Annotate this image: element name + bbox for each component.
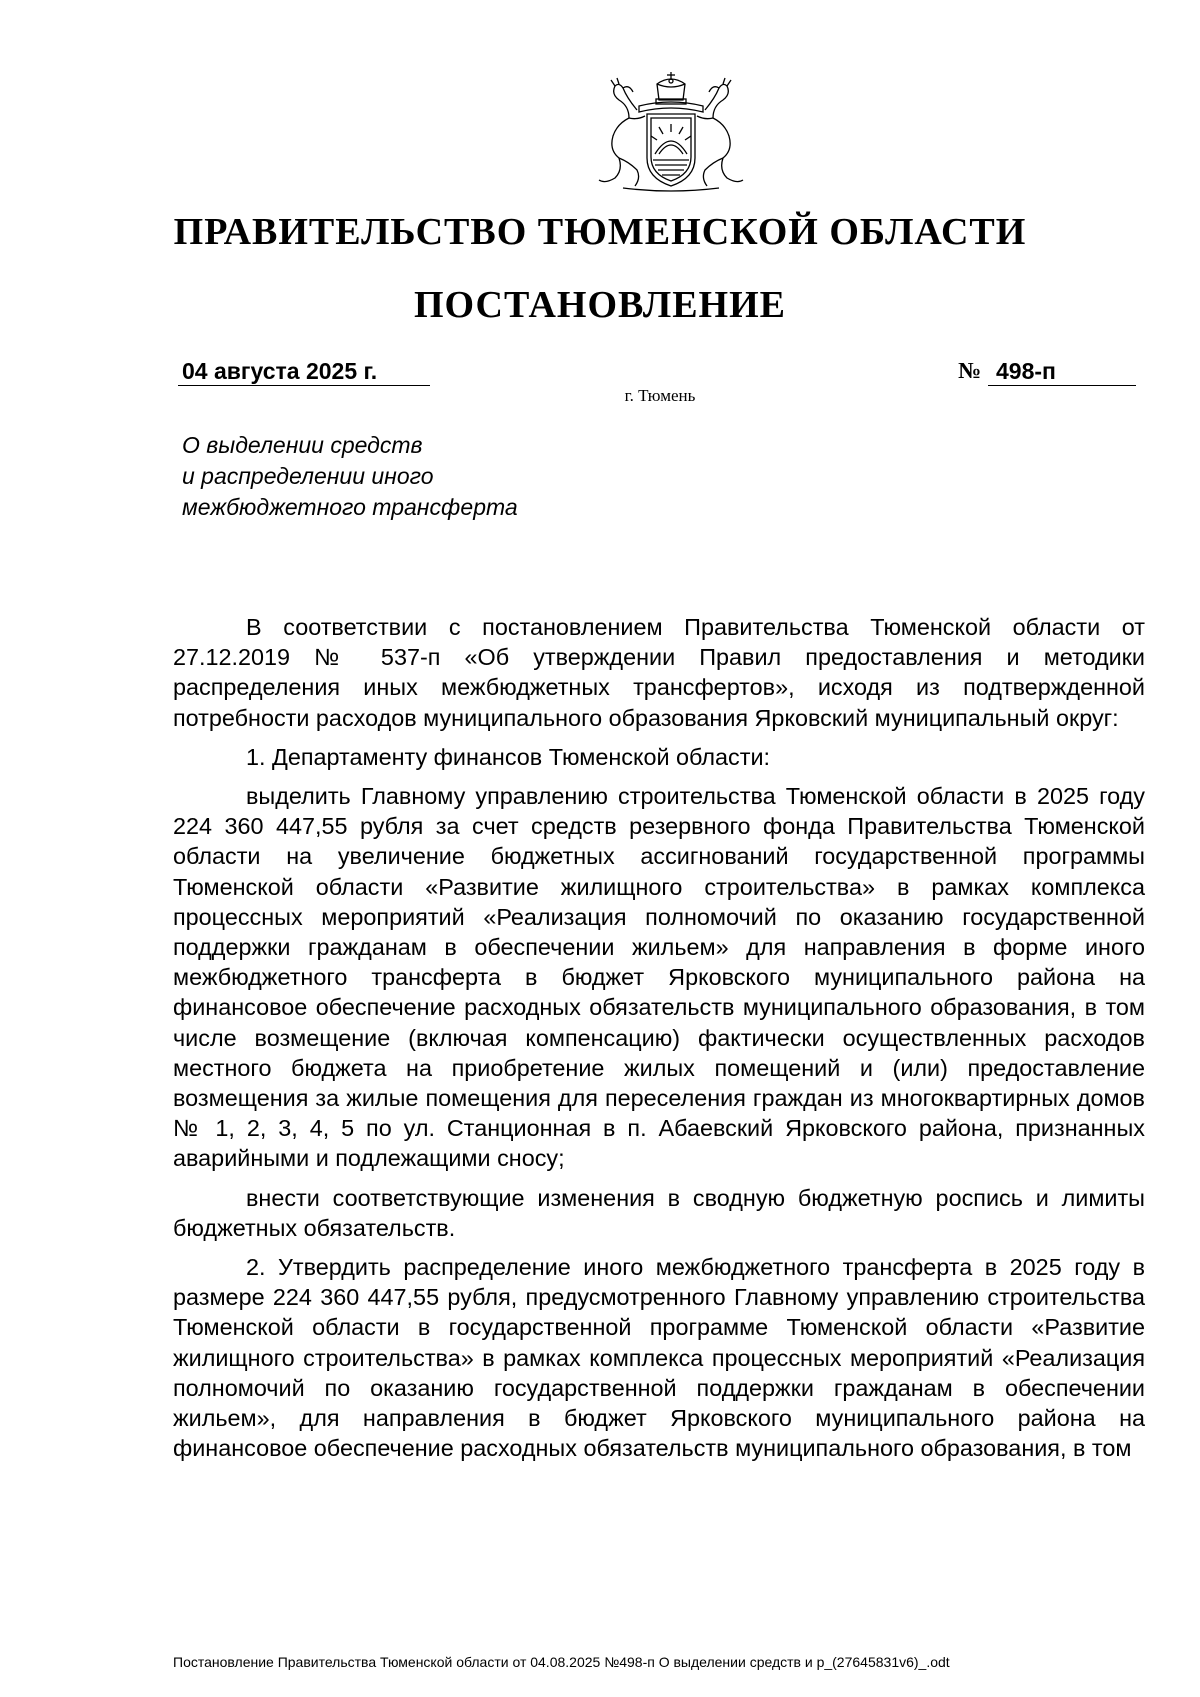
body-paragraph: 2. Утвердить распределение иного межбюджетного трансферта в 2025 году в размере 224 360 447,55 рубля, предусмотренного Главному управлению строительства Тюменской области в государственной программе Тюменской области «Развитие жилищного строительства» в рамках комплекса процессных мероприятий «Реализация полномочий по оказанию государственной поддержки гражданам в обеспечении жильем», для направления в бюджет Ярковского муниципального района на финансовое обеспечение расходных обязательств муниципального образования, в том bbox=[173, 1254, 1145, 1462]
subject-line: межбюджетного трансферта bbox=[182, 494, 518, 520]
body-paragraph: 1. Департаменту финансов Тюменской области: bbox=[246, 743, 771, 770]
page-footer: Постановление Правительства Тюменской области от 04.08.2025 №498-п О выделении средств и р_(27645831v6)_.odt bbox=[173, 1654, 950, 1670]
subject-line: О выделении средств bbox=[182, 432, 423, 458]
document-body bbox=[173, 612, 1145, 1472]
document-subject bbox=[182, 430, 662, 523]
coat-of-arms-icon bbox=[593, 70, 749, 194]
body-paragraph: В соответствии с постановлением Правительства Тюменской области от 27.12.2019 № 537-п «Об утверждении Правил предоставления и методики распределения иных межбюджетных трансфертов», исходя из подтвержденной потребности расходов муниципального образования Ярковский муниципальный округ: bbox=[173, 614, 1145, 731]
body-paragraph: внести соответствующие изменения в сводную бюджетную роспись и лимиты бюджетных обязательств. bbox=[173, 1184, 1145, 1241]
organization-title: ПРАВИТЕЛЬСТВО ТЮМЕНСКОЙ ОБЛАСТИ bbox=[173, 211, 1027, 253]
subject-line: и распределении иного bbox=[182, 463, 434, 489]
document-date-field bbox=[178, 352, 430, 386]
body-paragraph: выделить Главному управлению строительства Тюменской области в 2025 году 224 360 447,55 рубля за счет средств резервного фонда Правительства Тюменской области на увеличение бюджетных ассигнований государственной программы Тюменской области «Развитие жилищного строительства» в рамках комплекса процессных мероприятий «Реализация полномочий по оказанию государственной поддержки гражданам в обеспечении жильем» для направления в форме иного межбюджетного трансферта в бюджет Ярковского муниципального района на финансовое обеспечение расходных обязательств муниципального образования, в том числе возмещение (включая компенсацию) фактически осуществленных расходов местного бюджета на приобретение жилых помещений и (или) предоставление возмещения за жилые помещения для переселения граждан из многоквартирных домов № 1, 2, 3, 4, 5 по ул. Станционная в п. Абаевский Ярковского района, признанных аварийными и подлежащими сносу; bbox=[173, 783, 1145, 1172]
number-sign: № bbox=[958, 358, 982, 383]
document-number-field bbox=[988, 352, 1136, 386]
document-date: 04 августа 2025 г. bbox=[182, 358, 378, 384]
document-type-title: ПОСТАНОВЛЕНИЕ bbox=[413, 284, 787, 326]
document-city: г. Тюмень bbox=[624, 386, 696, 405]
document-number: 498-п bbox=[996, 358, 1056, 384]
